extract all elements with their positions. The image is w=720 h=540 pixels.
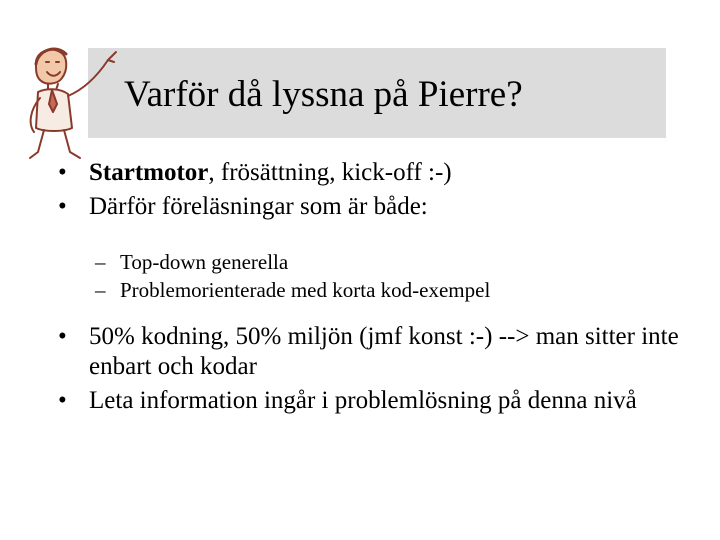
bullet-item: [58, 158, 698, 188]
bullet-emphasis: Startmotor: [89, 159, 209, 186]
bullet-dot-icon: •: [58, 159, 67, 186]
dash-icon: –: [95, 250, 106, 274]
bullet-text: Leta information ingår i problemlösning på denna nivå: [89, 387, 637, 414]
bullet-item: [58, 192, 698, 222]
sub-bullet-item: [58, 248, 698, 276]
slide-title: Varför då lyssna på Pierre?: [124, 74, 523, 115]
bullet-dot-icon: •: [58, 193, 67, 220]
pointing-man-icon: [16, 40, 128, 164]
bullet-text: 50% kodning, 50% miljön (jmf konst :-) --> man sitter inte enbart och kodar: [89, 323, 679, 380]
bullet-dot-icon: •: [58, 387, 67, 414]
sub-bullet-text: Top-down generella: [120, 250, 289, 274]
bullet-dot-icon: •: [58, 323, 67, 350]
sub-bullet-text: Problemorienterade med korta kod-exempel: [120, 278, 491, 302]
sub-bullet-list: [58, 248, 698, 304]
bullet-text: , frösättning, kick-off :-): [208, 159, 452, 186]
bullet-list-continued: [58, 322, 698, 420]
bullet-text: Därför föreläsningar som är både:: [89, 193, 428, 220]
bullet-item: [58, 322, 698, 382]
bullet-item: [58, 386, 698, 416]
sub-bullet-item: [58, 276, 698, 304]
dash-icon: –: [95, 278, 106, 302]
bullet-list: [58, 158, 698, 226]
